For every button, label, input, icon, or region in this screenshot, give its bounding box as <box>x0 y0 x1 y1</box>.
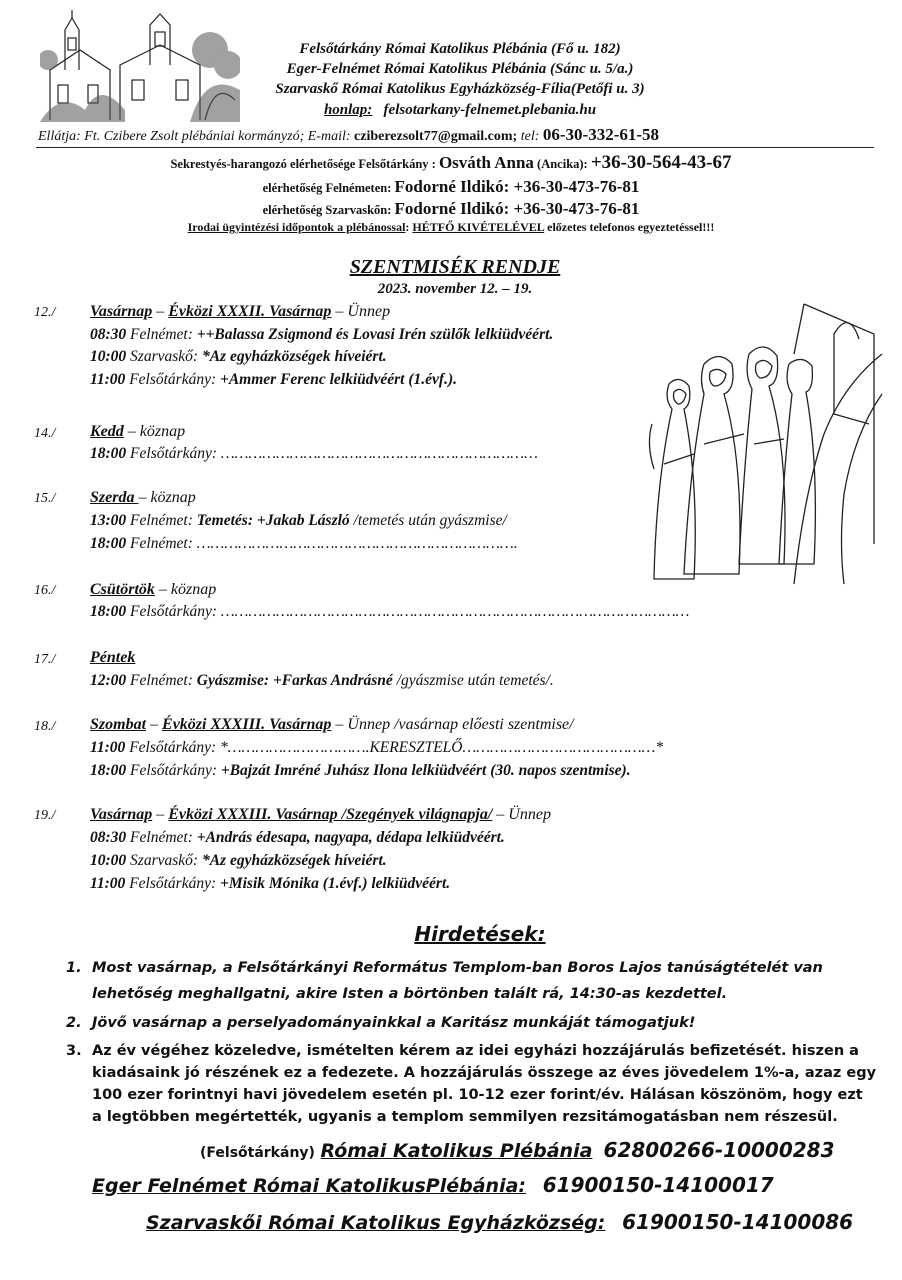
day-date: 12./ <box>34 305 56 320</box>
mass-entry: 11:00 Felsőtárkány: +Ammer Ferenc lelkiüdvéért (1.évf.). <box>90 371 457 388</box>
mass-entry: 10:00 Szarvaskő: *Az egyházközségek híveiért. <box>90 852 387 869</box>
pastor-phone: 06-30-332-61-58 <box>542 125 660 144</box>
mass-entry: 13:00 Felnémet: Temetés: +Jakab László /temetés után gyászmise/ <box>90 512 507 529</box>
header-divider <box>36 147 874 148</box>
schedule-title: SZENTMISÉK RENDJE <box>349 256 561 278</box>
office-hours: Irodai ügyintézési időpontok a plébánossal: HÉTFŐ KIVÉTELÉVEL előzetes telefonos egyeztetéssel!!! <box>187 220 715 234</box>
day-date: 18./ <box>34 719 56 734</box>
mass-entry: 18:00 Felsőtárkány: …………………………………………………………… <box>90 445 538 462</box>
mass-entry: 18:00 Felsőtárkány: +Bajzát Imréné Juhász Ilona lelkiüdvéért (30. napos szentmise). <box>90 762 631 779</box>
mass-entry: 08:30 Felnémet: ++Balassa Zsigmond és Lovasi Irén szülők lelkiüdvéért. <box>90 326 554 343</box>
announcements-title: Hirdetések: <box>414 922 546 946</box>
bank-account-felsotarkany: (Felsőtárkány) Római Katolikus Plébánia 62800266-10000283 <box>200 1138 835 1162</box>
felnemet-contact: elérhetőség Felnémeten: Fodorné Ildikó: +36-30-473-76-81 <box>262 177 640 196</box>
day-heading: Csütörtök – köznap <box>90 581 217 598</box>
announcement-item: 3. Az év végéhez közeledve, ismételten kérem az idei egyházi hozzájárulás befizetését. hiszen a kiadásaink jó részének ez a fedezete. A hozzájárulás összege az éves jövedelem 1%-a, azaz egy 100 ezer forintnyi havi jövedelem esetén pl. 10-12 ezer forint/év. Hálásan köszönöm, hogy ezt a legtöbben megértették, ugyanis a templom semmilyen rezsitámogatásban nem részesül. <box>66 1043 877 1125</box>
women-at-tomb-illustration <box>644 294 884 594</box>
sexton-contact: Sekrestyés-harangozó elérhetősége Felsőtárkány : Osváth Anna (Ancika): +36-30-564-43-67 <box>170 152 732 173</box>
schedule-dates: 2023. november 12. – 19. <box>377 281 533 297</box>
mass-entry: 08:30 Felnémet: +András édesapa, nagyapa, dédapa lelkiüdvéért. <box>90 829 505 846</box>
day-heading: Vasárnap – Évközi XXXII. Vasárnap – Ünnep <box>90 303 391 320</box>
mass-entry: 18:00 Felsőtárkány: ………………………………………………………………………………………… <box>90 603 690 620</box>
pastor-contact: Ellátja: Ft. Czibere Zsolt plébániai kormányzó; E-mail: cziberezsolt77@gmail.com; tel: 06-30-332-61-58 <box>38 125 660 144</box>
day-date: 14./ <box>34 426 56 441</box>
day-date: 15./ <box>34 491 56 506</box>
homepage-line <box>180 101 740 120</box>
mass-entry: 12:00 Felnémet: Gyászmise: +Farkas Andrásné /gyászmise után temetés/. <box>90 672 554 689</box>
day-date: 16./ <box>34 583 56 598</box>
mass-entry: 11:00 Felsőtárkány: +Misik Mónika (1.évf.) lelkiüdvéért. <box>90 875 451 892</box>
announcement-item: 2. Jövő vasárnap a perselyadományainkkal a Karitász munkáját támogatjuk! <box>66 1015 696 1031</box>
day-heading: Vasárnap – Évközi XXXIII. Vasárnap /Szegények világnapja/ – Ünnep <box>90 806 551 823</box>
day-heading: Szombat – Évközi XXXIII. Vasárnap – Ünnep /vasárnap előesti szentmise/ <box>90 716 574 733</box>
day-heading: Szerda – köznap <box>90 489 196 506</box>
email-link[interactable]: cziberezsolt77@gmail.com; <box>354 129 518 144</box>
mass-entry: 10:00 Szarvaskő: *Az egyházközségek híveiért. <box>90 348 387 365</box>
day-heading: Kedd – köznap <box>90 423 186 440</box>
homepage-label: honlap: <box>323 102 373 118</box>
parish-felsotarkany: Felsőtárkány Római Katolikus Plébánia (Fő u. 182) <box>299 41 621 57</box>
homepage-link[interactable]: felsotarkany-felnemet.plebania.hu <box>383 102 597 118</box>
day-heading: Péntek <box>90 649 136 666</box>
parish-felnemet: Eger-Felnémet Római Katolikus Plébánia (Sánc u. 5/a.) <box>286 61 634 77</box>
bank-account-felnemet: Eger Felnémet Római KatolikusPlébánia: 61900150-14100017 <box>92 1173 774 1197</box>
mass-entry: 11:00 Felsőtárkány: *………………………….KERESZTELŐ……………………………………* <box>90 739 664 756</box>
bank-account-szarvasko: Szarvaskői Római Katolikus Egyházközség: 61900150-14100086 <box>146 1210 854 1234</box>
parish-szarvasko: Szarvaskő Római Katolikus Egyházközség-Fília(Petőfi u. 3) <box>275 81 645 97</box>
announcement-item: 1. Most vasárnap, a Felsőtárkányi Református Templom-ban Boros Lajos tanúságtételét van lehetőség meghallgatni, akire Isten a börtönben talált rá, 14:30-as kezdettel. <box>66 960 823 1002</box>
day-date: 17./ <box>34 652 56 667</box>
day-date: 19./ <box>34 808 56 823</box>
mass-entry: 18:00 Felnémet: ……………………………………………………………. <box>90 535 518 552</box>
szarvasko-contact: elérhetőség Szarvaskőn: Fodorné Ildikó: +36-30-473-76-81 <box>262 199 640 218</box>
